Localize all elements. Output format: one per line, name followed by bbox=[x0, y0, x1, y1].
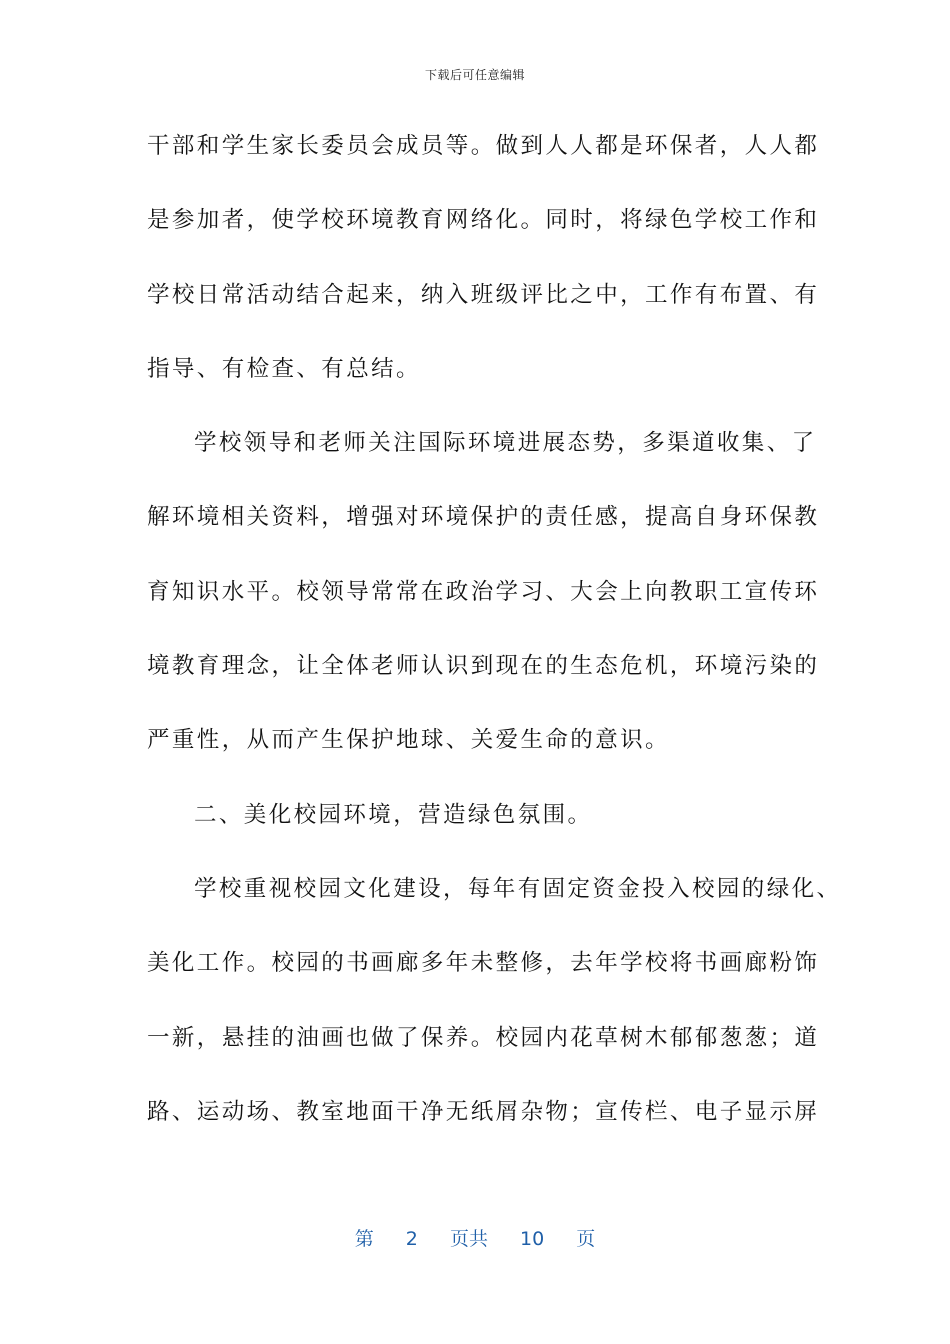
page-header: 下载后可任意编辑 bbox=[424, 68, 525, 82]
text-line: 指导、有检查、有总结。 bbox=[147, 355, 421, 382]
document-body bbox=[147, 124, 842, 1164]
section-heading: 二、美化校园环境，营造绿色氛围。 bbox=[194, 801, 593, 828]
paragraph-start-line: 学校重视校园文化建设，每年有固定资金投入校园的绿化、 bbox=[194, 875, 842, 902]
text-line: 严重性，从而产生保护地球、关爱生命的意识。 bbox=[147, 727, 670, 754]
page-middle: 页共 bbox=[449, 1228, 488, 1250]
text-line: 美化工作。校园的书画廊多年未整修，去年学校将书画廊粉饰 bbox=[147, 950, 820, 977]
text-line: 学校日常活动结合起来，纳入班级评比之中，工作有布置、有 bbox=[147, 281, 820, 308]
page-prefix: 第 bbox=[354, 1228, 374, 1250]
text-line: 干部和学生家长委员会成员等。做到人人都是环保者，人人都 bbox=[147, 133, 820, 159]
text-line: 一新，悬挂的油画也做了保养。校园内花草树木郁郁葱葱；道 bbox=[147, 1024, 820, 1051]
text-line: 育知识水平。校领导常常在政治学习、大会上向教职工宣传环 bbox=[147, 578, 820, 605]
page-footer bbox=[0, 1224, 950, 1251]
text-line: 路、运动场、教室地面干净无纸屑杂物；宣传栏、电子显示屏 bbox=[147, 1098, 820, 1125]
page-total: 10 bbox=[520, 1228, 545, 1250]
page-suffix: 页 bbox=[576, 1228, 596, 1250]
text-line: 境教育理念，让全体老师认识到现在的生态危机，环境污染的 bbox=[147, 653, 820, 680]
text-line: 是参加者，使学校环境教育网络化。同时，将绿色学校工作和 bbox=[147, 207, 820, 234]
text-line: 解环境相关资料，增强对环境保护的责任感，提高自身环保教 bbox=[147, 504, 820, 531]
page-number: 2 bbox=[405, 1228, 418, 1250]
paragraph-start-line: 学校领导和老师关注国际环境进展态势，多渠道收集、了 bbox=[194, 430, 817, 457]
